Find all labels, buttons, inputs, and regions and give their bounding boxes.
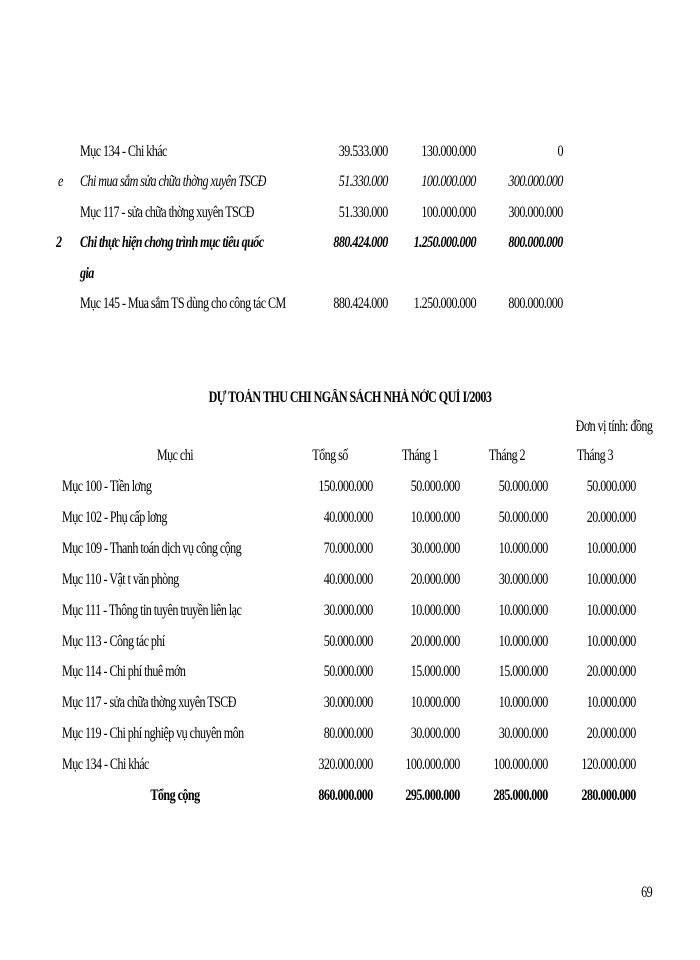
row-month-2: 15.000.000 [499,663,548,680]
top-row-v2: 100.000.000 [421,173,476,190]
budget-row-label: Mục 100 - Tiền lơng [62,478,152,495]
row-month-2: 30.000.000 [499,725,548,742]
row-total: 40.000.000 [324,509,373,526]
row-month-3: 20.000.000 [587,725,636,742]
row-month-1: 15.000.000 [411,663,460,680]
header-thang-3: Tháng 3 [576,447,614,464]
row-month-3: 10.000.000 [587,540,636,557]
budget-title: DỰ TOÁN THU CHI NGÂN SÁCH NHÀ NỚC QUÍ I/2003 [208,389,492,406]
row-total: 70.000.000 [324,540,373,557]
top-row-v2: 1.250.000.000 [413,295,476,312]
row-month-1: 20.000.000 [411,571,460,588]
row-month-1: 100.000.000 [405,756,460,773]
row-total: 30.000.000 [324,694,373,711]
top-row-v3: 300.000.000 [508,204,563,221]
top-row-label: Chi mua sắm sửa chữa thờng xuyên TSCĐ [80,173,266,190]
row-month-3: 120.000.000 [581,756,636,773]
header-muc-chi: Mục chi [156,447,194,464]
top-row-index: e [58,173,63,190]
top-row-v3: 300.000.000 [508,173,563,190]
unit-note: Đơn vị tính: đồng [575,418,652,435]
row-month-2: 50.000.000 [499,478,548,495]
top-row-label: Mục 117 - sửa chữa thờng xuyên TSCĐ [80,204,255,221]
row-total: 50.000.000 [324,633,373,650]
top-row-v2: 1.250.000.000 [413,234,476,251]
budget-row-label: Mục 109 - Thanh toán dịch vụ công cộng [62,540,242,557]
budget-row-label: Mục 113 - Công tác phí [62,633,165,650]
row-month-1: 30.000.000 [411,725,460,742]
top-row-label: Mục 145 - Mua sắm TS dùng cho công tác CM [80,295,286,312]
top-row-label: Mục 134 - Chi khác [80,143,167,160]
row-month-3: 10.000.000 [587,571,636,588]
row-total: 80.000.000 [324,725,373,742]
row-month-1: 10.000.000 [411,509,460,526]
total-sum: 860.000.000 [318,787,373,804]
row-month-2: 50.000.000 [499,509,548,526]
row-month-2: 10.000.000 [499,633,548,650]
top-row-v1: 880.424.000 [333,295,388,312]
page-number: 69 [640,884,652,901]
row-month-1: 30.000.000 [411,540,460,557]
row-total: 150.000.000 [318,478,373,495]
budget-row-label: Mục 102 - Phụ cấp lơng [62,509,167,526]
top-row-v2: 130.000.000 [421,143,476,160]
row-month-2: 30.000.000 [499,571,548,588]
top-row-v1: 51.330.000 [339,173,388,190]
row-total: 30.000.000 [324,602,373,619]
top-row-index: 2 [56,234,62,251]
budget-row-label: Mục 114 - Chi phí thuê mớn [62,663,186,680]
row-month-1: 50.000.000 [411,478,460,495]
header-thang-1: Tháng 1 [401,447,439,464]
top-row-v3: 800.000.000 [508,295,563,312]
row-month-3: 20.000.000 [587,509,636,526]
top-row-v1: 880.424.000 [333,234,388,251]
row-month-3: 20.000.000 [587,663,636,680]
row-month-3: 50.000.000 [587,478,636,495]
row-month-2: 100.000.000 [493,756,548,773]
row-total: 320.000.000 [318,756,373,773]
top-row-v2: 100.000.000 [421,204,476,221]
total-label: Tổng cộng [150,787,200,804]
budget-row-label: Mục 111 - Thông tin tuyên truyền liên lạc [62,602,242,619]
budget-row-label: Mục 119 - Chi phí nghiệp vụ chuyên môn [62,725,244,742]
header-thang-2: Tháng 2 [488,447,526,464]
budget-row-label: Mục 117 - sửa chữa thờng xuyên TSCĐ [62,694,237,711]
row-month-3: 10.000.000 [587,633,636,650]
row-month-1: 20.000.000 [411,633,460,650]
top-row-v3: 0 [557,143,563,160]
budget-row-label: Mục 134 - Chi khác [62,756,149,773]
row-total: 40.000.000 [324,571,373,588]
top-row-v3: 800.000.000 [508,234,563,251]
budget-row-label: Mục 110 - Vật t văn phòng [62,571,179,588]
top-row-v1: 51.330.000 [339,204,388,221]
row-month-1: 10.000.000 [411,694,460,711]
row-month-2: 10.000.000 [499,602,548,619]
row-month-2: 10.000.000 [499,540,548,557]
row-total: 50.000.000 [324,663,373,680]
row-month-3: 10.000.000 [587,694,636,711]
top-row-v1: 39.533.000 [339,143,388,160]
row-month-3: 10.000.000 [587,602,636,619]
total-month-3: 280.000.000 [581,787,636,804]
header-tong-so: Tổng số [312,447,348,464]
top-row-label-continued: gia [80,265,94,282]
total-month-1: 295.000.000 [405,787,460,804]
total-month-2: 285.000.000 [493,787,548,804]
top-row-label: Chi thực hiện chơng trình mục tiêu quốc [80,234,264,251]
row-month-2: 10.000.000 [499,694,548,711]
row-month-1: 10.000.000 [411,602,460,619]
